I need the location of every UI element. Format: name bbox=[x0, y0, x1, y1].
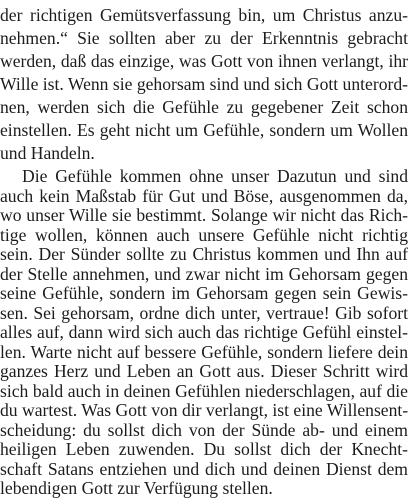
text-line: du wartest. Was Gott von dir verlangt, ist eine Willensent- bbox=[0, 400, 409, 420]
text-line: einstellen. Es geht nicht um Gefühle, sondern um Wollen bbox=[0, 120, 408, 140]
text-line: der richtigen Gemütsverfassung bin, um Christus anzu- bbox=[0, 5, 408, 25]
text-line: der Stelle annehmen, und zwar nicht im Gehorsam gegen bbox=[0, 263, 408, 284]
text-line: schaft Satans entziehen und dich und deinen Dienst dem bbox=[0, 458, 408, 479]
text-line: Die Gefühle kommen ohne unser Dazutun und sind bbox=[22, 166, 408, 186]
text-line: auch kein Maßstab für Gut und Böse, ausgenommen da, bbox=[0, 185, 408, 206]
text-line: heiligen Leben zuwenden. Du sollst dich der Knecht- bbox=[0, 439, 408, 459]
text-line: sen. Sei gehorsam, ordne dich unter, vertraue! Gib sofort bbox=[0, 302, 408, 323]
text-line: nen, werden sich die Gefühle zu gegebener Zeit schon bbox=[0, 97, 408, 117]
text-line: wo unser Wille sie bestimmt. Solange wir nicht das Rich- bbox=[0, 205, 408, 225]
text-line: lebendigen Gott zur Verfügung stellen. bbox=[0, 478, 273, 498]
text-line: sein. Der Sünder sollte zu Christus kommen und Ihn auf bbox=[0, 244, 408, 264]
text-line: sich bald auch in deinen Gefühlen niederschlagen, auf die bbox=[0, 380, 408, 401]
text-line: und Handeln. bbox=[0, 143, 95, 163]
text-line: ganzes Herz und Leben an Gott aus. Dieser Schritt wird bbox=[0, 361, 408, 381]
text-line: Wille ist. Wenn sie gehorsam sind und sich Gott unterord- bbox=[0, 74, 409, 94]
text-line: scheidung: du sollst dich von der Sünde ab- und einem bbox=[0, 419, 408, 440]
text-line: seine Gefühle, sondern im Gehorsam gegen sein Gewis- bbox=[0, 283, 408, 303]
text-line: alles auf, dann wird sich auch das richtige Gefühl einstel- bbox=[0, 322, 408, 342]
text-line: len. Warte nicht auf bessere Gefühle, sondern liefere dein bbox=[0, 341, 408, 362]
text-line: nehmen.“ Sie sollten aber zu der Erkenntnis gebracht bbox=[0, 28, 408, 48]
text-line: werden, daß das einzige, was Gott von ihnen verlangt, ihr bbox=[0, 51, 408, 71]
text-line: tige wollen, können auch unsere Gefühle nicht richtig bbox=[0, 224, 408, 245]
